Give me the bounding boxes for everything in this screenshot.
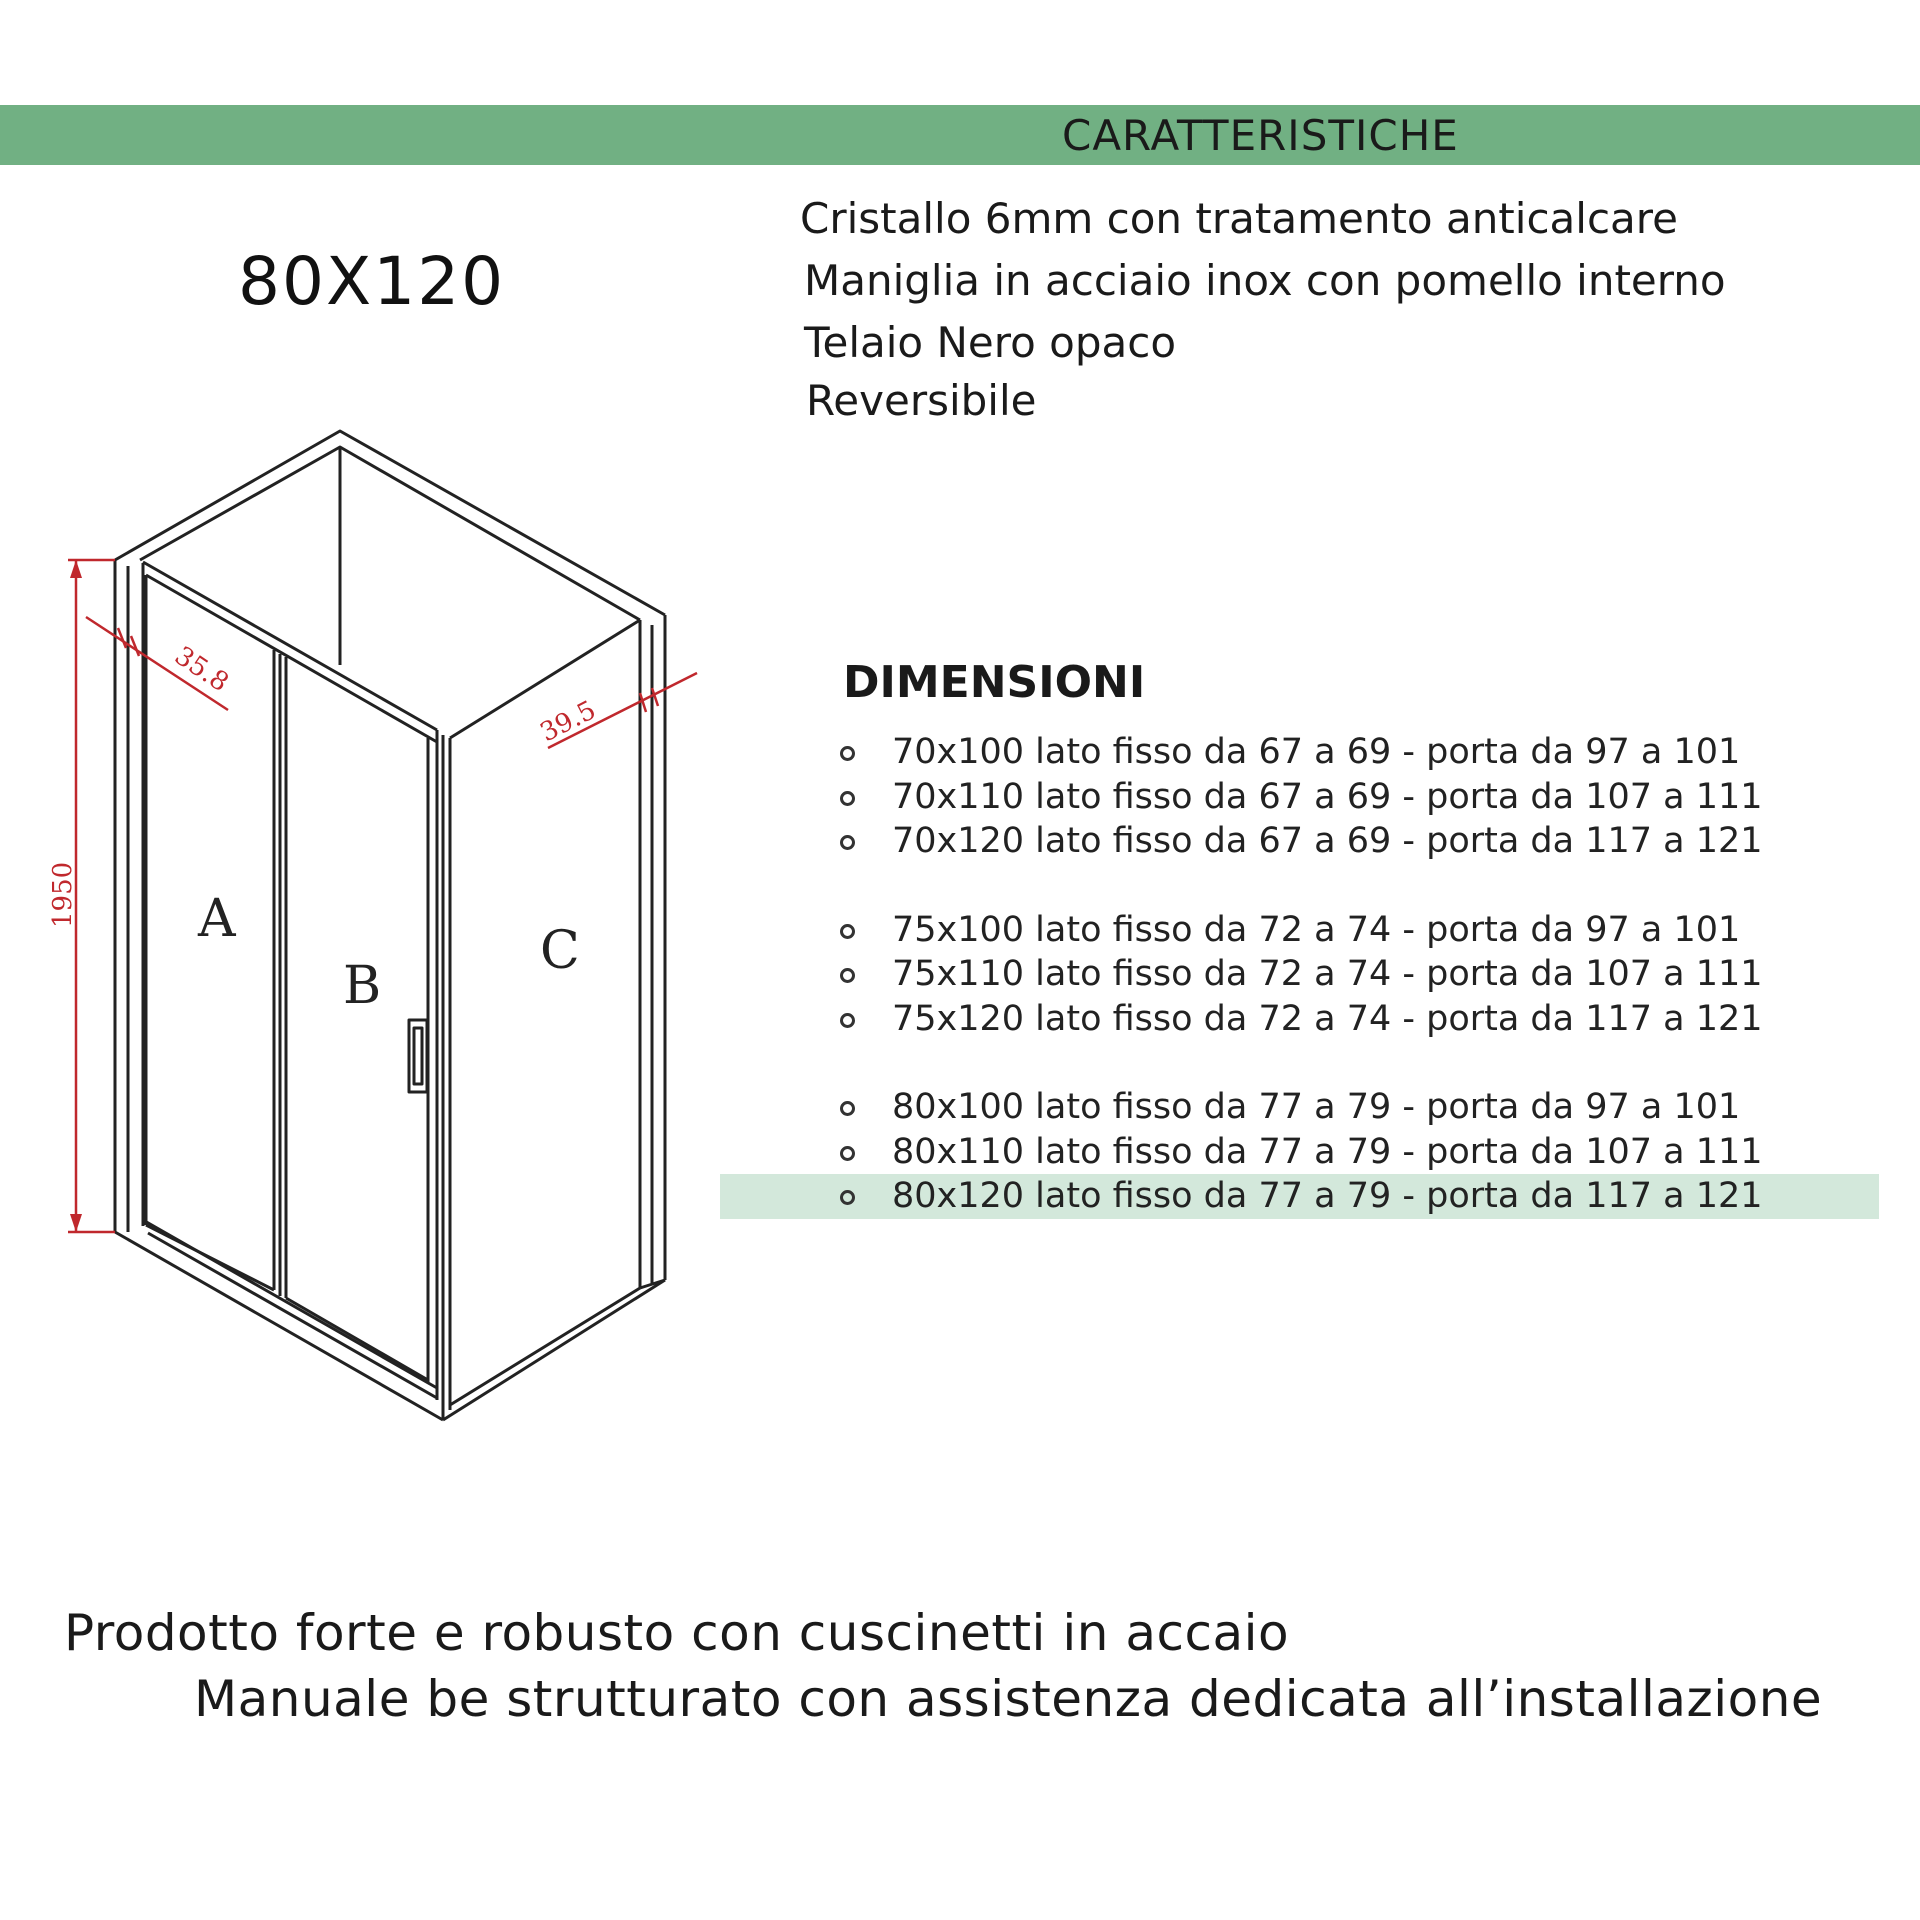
bullet-icon	[840, 791, 855, 806]
right-profile-dim-label: 39.5	[535, 695, 601, 749]
dimension-item: 75x120 lato fisso da 72 a 74 - porta da 117 a 121	[838, 997, 1878, 1042]
height-dim-arrow-bottom	[70, 1214, 82, 1232]
enclosure-base-line	[443, 1280, 665, 1420]
banner-title: CARATTERISTICHE	[1062, 111, 1459, 160]
height-dim-arrow-top	[70, 560, 82, 578]
dimensions-list	[838, 730, 1878, 1263]
feature-frame: Telaio Nero opaco	[804, 318, 1177, 367]
dimension-group-80	[838, 1085, 1878, 1219]
dimension-item: 75x110 lato fisso da 72 a 74 - porta da 107 a 111	[838, 952, 1878, 997]
dimensions-title: DIMENSIONI	[843, 657, 1146, 708]
bullet-icon	[840, 1013, 855, 1028]
bullet-icon	[840, 1190, 855, 1205]
panel-label-c: C	[540, 921, 580, 981]
dimension-group-75	[838, 908, 1878, 1042]
dimension-item: 80x110 lato fisso da 77 a 79 - porta da 107 a 111	[838, 1130, 1878, 1175]
dimension-item: 70x120 lato fisso da 67 a 69 - porta da 117 a 121	[838, 819, 1878, 864]
dimension-item-selected: 80x120 lato fisso da 77 a 79 - porta da 117 a 121	[720, 1174, 1879, 1219]
feature-reversible: Reversibile	[806, 376, 1037, 425]
panel-b-bottom	[286, 1298, 428, 1380]
dimension-group-70	[838, 730, 1878, 864]
height-dim-label: 1950	[48, 861, 78, 928]
panel-label-a: A	[198, 889, 236, 949]
front-bottom-rail-c	[148, 1233, 437, 1398]
dimension-item: 70x100 lato fisso da 67 a 69 - porta da 97 a 101	[838, 730, 1878, 775]
door-handle	[409, 1020, 427, 1092]
dimension-item: 80x100 lato fisso da 77 a 79 - porta da 97 a 101	[838, 1085, 1878, 1130]
panel-a-bottom	[146, 1225, 274, 1290]
bullet-icon	[840, 746, 855, 761]
door-handle-inner	[414, 1028, 422, 1084]
bullet-icon	[840, 1146, 855, 1161]
feature-glass: Cristallo 6mm con tratamento anticalcare	[800, 194, 1678, 243]
bullet-icon	[840, 1101, 855, 1116]
dimension-item: 75x100 lato fisso da 72 a 74 - porta da 97 a 101	[838, 908, 1878, 953]
dimension-item: 70x110 lato fisso da 67 a 69 - porta da 107 a 111	[838, 775, 1878, 820]
bullet-icon	[840, 968, 855, 983]
feature-handle: Maniglia in acciaio inox con pomello interno	[804, 256, 1726, 305]
bullet-icon	[840, 835, 855, 850]
panel-label-b: B	[343, 956, 382, 1016]
footer-line-1: Prodotto forte e robusto con cuscinetti in accaio	[64, 1604, 1290, 1662]
panel-c-bottom	[450, 1288, 640, 1405]
bullet-icon	[840, 924, 855, 939]
footer-line-2: Manuale be strutturato con assistenza dedicata all’installazione	[194, 1670, 1823, 1728]
enclosure-top-inner-outline	[140, 447, 640, 620]
size-title: 80X120	[238, 243, 506, 320]
left-profile-dim-label: 35.8	[169, 640, 234, 699]
